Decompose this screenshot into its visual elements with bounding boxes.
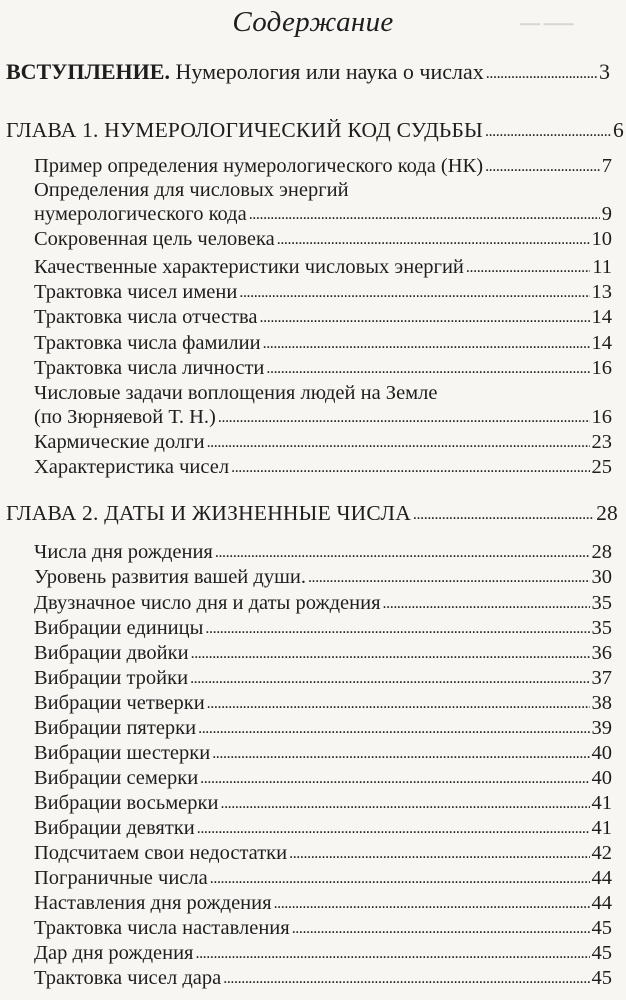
toc-chapter-2	[6, 499, 618, 527]
page-title: Содержание	[232, 6, 394, 38]
toc-entry	[34, 766, 612, 790]
toc-entry	[34, 716, 612, 740]
toc-entry-page: 45	[591, 967, 612, 989]
toc-entry-page: 11	[592, 256, 612, 278]
toc-entry	[34, 816, 612, 840]
toc-entry-text: Вибрации единицы	[34, 617, 204, 639]
leader-dots	[197, 817, 590, 837]
intro-page: 3	[599, 59, 610, 84]
toc-entry	[34, 455, 612, 479]
toc-entry	[34, 280, 612, 304]
leader-dots	[239, 281, 589, 301]
toc-entry	[34, 255, 612, 279]
toc-entry-text: Вибрации девятки	[34, 817, 195, 839]
leader-dots	[205, 617, 589, 637]
toc-entry	[34, 891, 612, 915]
intro-label	[6, 58, 484, 86]
leader-dots	[485, 155, 600, 175]
leader-dots	[223, 967, 589, 987]
toc-entry-page: 40	[591, 767, 612, 789]
toc-entry-text: Уровень развития вашей души.	[34, 566, 306, 588]
leader-dots	[207, 692, 590, 712]
toc-entry-text: Вибрации семерки	[34, 767, 199, 789]
toc-entry	[34, 941, 612, 965]
leader-dots	[212, 742, 589, 762]
leader-dots	[200, 767, 589, 787]
toc-entry-page: 44	[591, 892, 612, 914]
toc-entry-page: 16	[591, 406, 612, 428]
leader-dots	[289, 842, 589, 862]
toc-entry	[34, 591, 612, 615]
toc-entry	[34, 565, 612, 589]
toc-entry-text: Вибрации пятерки	[34, 717, 197, 739]
toc-entry-page: 45	[591, 942, 612, 964]
toc-entry-page: 7	[601, 155, 612, 177]
leader-dots	[277, 228, 590, 248]
toc-entry-text: Трактовка чисел имени	[34, 281, 238, 303]
toc-entry	[34, 866, 612, 890]
toc-entry-page: 44	[591, 867, 612, 889]
toc-entry-text: Трактовка числа личности	[34, 357, 265, 379]
toc-entry-text: Сокровенная цель человека	[34, 228, 275, 250]
toc-entry-page: 10	[591, 228, 612, 250]
leader-dots	[195, 942, 589, 962]
leader-dots	[266, 357, 589, 377]
toc-entry	[34, 305, 612, 329]
leader-dots	[274, 892, 590, 912]
toc-entry-text: Трактовка числа фамилии	[34, 332, 261, 354]
toc-entry	[34, 641, 612, 665]
chapter-1-heading: ГЛАВА 1. НУМЕРОЛОГИЧЕСКИЙ КОД СУДЬБЫ	[6, 118, 483, 142]
toc-entry-text: Трактовка числа отчества	[34, 306, 258, 328]
leader-dots	[220, 792, 589, 812]
toc-entry-text: Пограничные числа	[34, 867, 208, 889]
toc-entry	[34, 227, 612, 251]
intro-text: Нумерология или наука о числах	[175, 59, 484, 84]
toc-entry-page: 37	[591, 667, 612, 689]
toc-entry-page: 30	[591, 566, 612, 588]
toc-entry	[34, 154, 612, 178]
toc-entry-text: Вибрации восьмерки	[34, 792, 219, 814]
leader-dots	[207, 431, 590, 451]
toc-entry-page: 36	[591, 642, 612, 664]
toc-entry-continuation: (по Зюрняевой Т. Н.)	[34, 406, 216, 428]
toc-entry-text: Определения для числовых энергий	[34, 179, 349, 201]
toc-entry-page: 14	[591, 306, 612, 328]
leader-dots	[190, 667, 589, 687]
toc-entry-page: 35	[591, 592, 612, 614]
toc-entry-page: 14	[591, 332, 612, 354]
toc-entry-text: Кармические долги	[34, 431, 205, 453]
toc-entry	[34, 202, 612, 226]
toc-entry-text: Дар дня рождения	[34, 942, 194, 964]
toc-entry	[34, 430, 612, 454]
toc-entry	[34, 356, 612, 380]
toc-entry-text: Вибрации двойки	[34, 642, 189, 664]
toc-entry	[34, 540, 612, 564]
toc-entry	[34, 966, 612, 990]
toc-entry-text: Числа дня рождения	[34, 541, 213, 563]
toc-entry-text: Подсчитаем свои недостатки	[34, 842, 288, 864]
toc-entry-page: 35	[591, 617, 612, 639]
leader-dots	[292, 917, 590, 937]
toc-entry-text: Наставления дня рождения	[34, 892, 272, 914]
toc-entry-page: 9	[601, 203, 612, 225]
leader-dots	[218, 406, 590, 426]
toc-entry-page: 28	[591, 541, 612, 563]
leader-dots	[231, 456, 589, 476]
toc-entry-text: Трактовка чисел дара	[34, 967, 222, 989]
toc-entry	[34, 916, 612, 940]
toc-entry	[34, 331, 612, 355]
chapter-2-page: 28	[596, 501, 618, 525]
toc-entry-text: Вибрации четверки	[34, 692, 205, 714]
leader-dots	[486, 60, 597, 80]
toc-entry-page: 23	[591, 431, 612, 453]
toc-entry	[34, 666, 612, 690]
leader-dots	[215, 541, 590, 561]
toc-entry-page: 13	[591, 281, 612, 303]
leader-dots	[210, 867, 590, 887]
leader-dots	[383, 592, 590, 612]
toc-entry	[34, 616, 612, 640]
leader-dots	[249, 203, 600, 223]
leader-dots	[466, 256, 590, 276]
toc-entry-text: Вибрации шестерки	[34, 742, 211, 764]
leader-dots	[260, 306, 590, 326]
leader-dots	[485, 118, 611, 138]
leader-dots	[198, 717, 589, 737]
toc-entry	[34, 841, 612, 865]
leader-dots	[308, 566, 590, 586]
toc-entry-page: 39	[591, 717, 612, 739]
chapter-1-page: 6	[613, 118, 624, 142]
toc-entry	[34, 741, 612, 765]
intro-bold: ВСТУПЛЕНИЕ.	[6, 59, 170, 84]
toc-entry-text: Вибрации тройки	[34, 667, 189, 689]
toc-entry-page: 42	[591, 842, 612, 864]
toc-entry-text: Характеристика чисел	[34, 456, 230, 478]
toc-entry-page: 40	[591, 742, 612, 764]
toc-entry-page: 16	[591, 357, 612, 379]
toc-chapter-1	[6, 116, 624, 144]
toc-entry-text: Числовые задачи воплощения людей на Земле	[34, 382, 438, 404]
bleed-through-marks: ▁▁ ▁▁▁	[520, 10, 574, 25]
toc-entry-page: 25	[591, 456, 612, 478]
toc-intro	[6, 58, 610, 86]
toc-entry-continuation: нумерологического кода	[34, 203, 247, 225]
toc-entry-text: Двузначное число дня и даты рождения	[34, 592, 381, 614]
toc-entry-page: 41	[591, 792, 612, 814]
leader-dots	[191, 642, 590, 662]
toc-entry	[34, 405, 612, 429]
toc-entry-text: Пример определения нумерологического кода (НК)	[34, 155, 484, 177]
toc-entry	[34, 691, 612, 715]
toc-entry	[34, 791, 612, 815]
toc-entry-page: 38	[591, 692, 612, 714]
toc-entry-text: Трактовка числа наставления	[34, 917, 290, 939]
toc-entry-text: Качественные характеристики числовых энергий	[34, 256, 464, 278]
leader-dots	[263, 332, 590, 352]
leader-dots	[413, 501, 594, 521]
chapter-2-heading: ГЛАВА 2. ДАТЫ И ЖИЗНЕННЫЕ ЧИСЛА	[6, 501, 411, 525]
toc-entry-page: 41	[591, 817, 612, 839]
toc-entry-page: 45	[591, 917, 612, 939]
